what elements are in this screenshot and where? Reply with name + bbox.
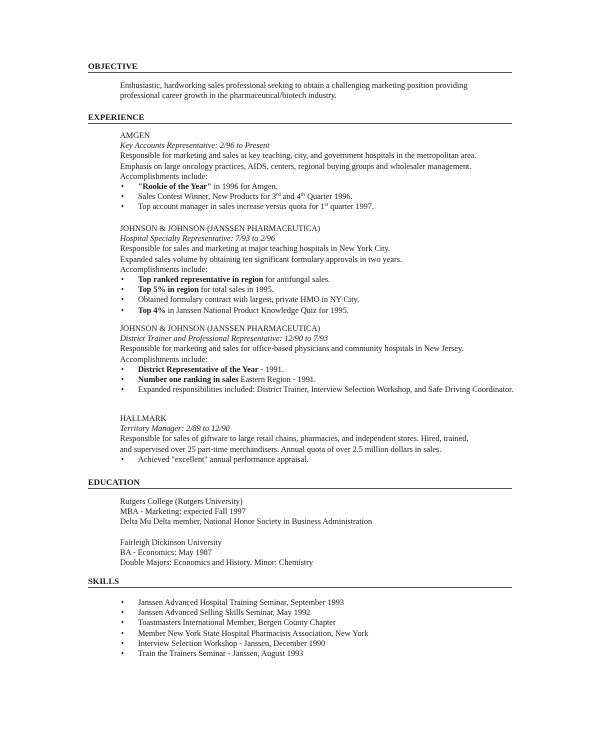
- accomplishment-list: [120, 455, 520, 465]
- job-desc-line: Responsible for sales and marketing at major teaching hospitals in New York City.: [120, 244, 391, 254]
- job-jnj-district: [120, 324, 520, 395]
- skill-item: • Janssen Advanced Hospital Training Seminar, September 1993: [120, 598, 520, 608]
- accomplishment-text: - 1991.: [258, 364, 284, 374]
- education-line: Fairleigh Dickinson University: [120, 537, 222, 547]
- job-desc-line: and supervised over 25 part-time merchandisers. Annual quota of over 2.5 million dollars in sales.: [120, 444, 442, 454]
- job-desc-line: Accomplishments include:: [120, 354, 208, 364]
- objective-heading: OBJECTIVE: [88, 61, 512, 73]
- accomplishment-text: Sales Contest Winner, New Products for 3: [138, 192, 277, 202]
- education-line: MBA - Marketing: expected Fall 1997: [120, 507, 246, 517]
- job-company: JOHNSON & JOHNSON (JANSSEN PHARMACEUTICA): [120, 224, 321, 233]
- ordinal-suffix: st: [324, 202, 329, 209]
- accomplishment-text: Quarter 1996.: [305, 192, 353, 202]
- job-desc-line: Expanded sales volume by obtaining ten significant formulary approvals in two years.: [120, 254, 402, 264]
- accomplishment-item: [120, 365, 520, 375]
- accomplishment-text: Eastern Region - 1991.: [238, 375, 316, 385]
- accomplishment-text: • Expanded responsibilities included: District Trainer, Interview Selection Workshop, and Safe Driving Coordinator.: [138, 385, 514, 395]
- objective-section: [120, 81, 520, 101]
- job-title: District Trainer and Professional Representative: 12/90 to 7/93: [120, 334, 328, 344]
- job-desc-line: Responsible for marketing and sales at key teaching, city, and government hospitals in the metropolitan area.: [120, 151, 477, 161]
- accomplishment-text: for antifungal sales.: [263, 275, 331, 285]
- job-hallmark: [120, 414, 520, 465]
- accomplishment-text: in 1996 for Amgen.: [211, 182, 278, 192]
- education-heading: EDUCATION: [88, 477, 512, 489]
- job-company: AMGEN: [120, 131, 151, 140]
- accomplishment-bold: "Rookie of the Year": [138, 182, 212, 192]
- education-line: Delta Mu Delta member, National Honor Society in Business Administration: [120, 517, 373, 527]
- education-section: [120, 497, 520, 568]
- job-desc-line: Responsible for sales of giftware to large retail chains, pharmacies, and independent stores. Hired, trained,: [120, 434, 469, 444]
- skills-heading: SKILLS: [88, 576, 512, 588]
- job-company: HALLMARK: [120, 414, 167, 423]
- accomplishment-text: Achieved "excellent" annual performance appraisal.: [138, 454, 309, 464]
- job-title: Key Accounts Representative: 2/96 to Present: [120, 141, 270, 151]
- job-amgen: [120, 131, 520, 213]
- accomplishment-item: [120, 182, 520, 192]
- skill-item: • Member New York State Hospital Pharmacists Association, New York: [120, 629, 520, 639]
- job-company: JOHNSON & JOHNSON (JANSSEN PHARMACEUTICA): [120, 324, 321, 333]
- job-jnj-hospital: [120, 224, 520, 316]
- job-desc-line: Emphasis on large oncology practices, AIDS, centers, regional buying groups and wholesaler management.: [120, 161, 472, 171]
- skill-item: • Train the Trainers Seminar - Janssen, August 1993: [120, 649, 520, 659]
- accomplishment-item: [120, 306, 520, 316]
- accomplishment-item: [120, 455, 520, 465]
- job-desc-line: Accomplishments include:: [120, 264, 208, 274]
- experience-heading: EXPERIENCE: [88, 112, 512, 124]
- accomplishment-text: quarter 1997.: [328, 202, 374, 212]
- accomplishment-item: [120, 375, 520, 385]
- education-line: Double Majors: Economics and History. Minor: Chemistry: [120, 558, 313, 568]
- accomplishment-item: [120, 202, 520, 212]
- skill-item: • Janssen Advanced Selling Skills Seminar, May 1992: [120, 608, 520, 618]
- accomplishment-bold: Top ranked representative in region: [138, 275, 264, 285]
- accomplishment-bold: Top 4%: [138, 305, 166, 315]
- skill-item: • Toastmasters International Member, Bergen County Chapter: [120, 618, 520, 628]
- accomplishment-text: Top account manager in sales increase versus quota for 1: [138, 202, 325, 212]
- skill-item: • Interview Selection Workshop - Janssen, December 1990: [120, 639, 520, 649]
- accomplishment-text: and 4: [280, 192, 301, 202]
- education-line: Rutgers College (Rutgers University): [120, 497, 243, 506]
- accomplishment-item: [120, 192, 520, 202]
- accomplishment-bold: District Representative of the Year: [138, 364, 259, 374]
- skills-section: [120, 598, 520, 659]
- accomplishment-item: [120, 285, 520, 295]
- job-desc-line: Accomplishments include:: [120, 171, 208, 181]
- objective-text-line: professional career growth in the pharmaceutical/biotech industry.: [120, 91, 337, 101]
- accomplishment-list: [120, 182, 520, 213]
- accomplishment-item: [120, 385, 518, 395]
- accomplishment-text: for total sales in 1995.: [198, 285, 274, 295]
- ordinal-suffix: rd: [276, 192, 281, 199]
- accomplishment-text: Obtained formulary contract with largest, private HMO in NY City.: [138, 295, 360, 305]
- accomplishment-item: [120, 275, 520, 285]
- accomplishment-bold: Top 5% in region: [138, 285, 199, 295]
- accomplishment-item: [120, 295, 520, 305]
- accomplishment-list: [120, 275, 520, 316]
- accomplishment-text: in Janssen National Product Knowledge Quiz for 1995.: [165, 305, 349, 315]
- skills-list: [120, 598, 520, 659]
- objective-text-line: Enthusiastic, hardworking sales professional seeking to obtain a challenging marketing position providing: [120, 81, 468, 90]
- accomplishment-list: [120, 365, 520, 396]
- accomplishment-bold: Number one ranking in sales: [138, 375, 239, 385]
- job-desc-line: Responsible for marketing and sales for office-based physicians and community hospitals in New Jersey.: [120, 344, 464, 354]
- ordinal-suffix: th: [300, 192, 306, 199]
- job-title: Territory Manager: 2/89 to 12/90: [120, 424, 230, 434]
- job-title: Hospital Specialty Representative: 7/93 to 2/96: [120, 234, 275, 244]
- education-line: BA - Economics: May 1987: [120, 547, 212, 557]
